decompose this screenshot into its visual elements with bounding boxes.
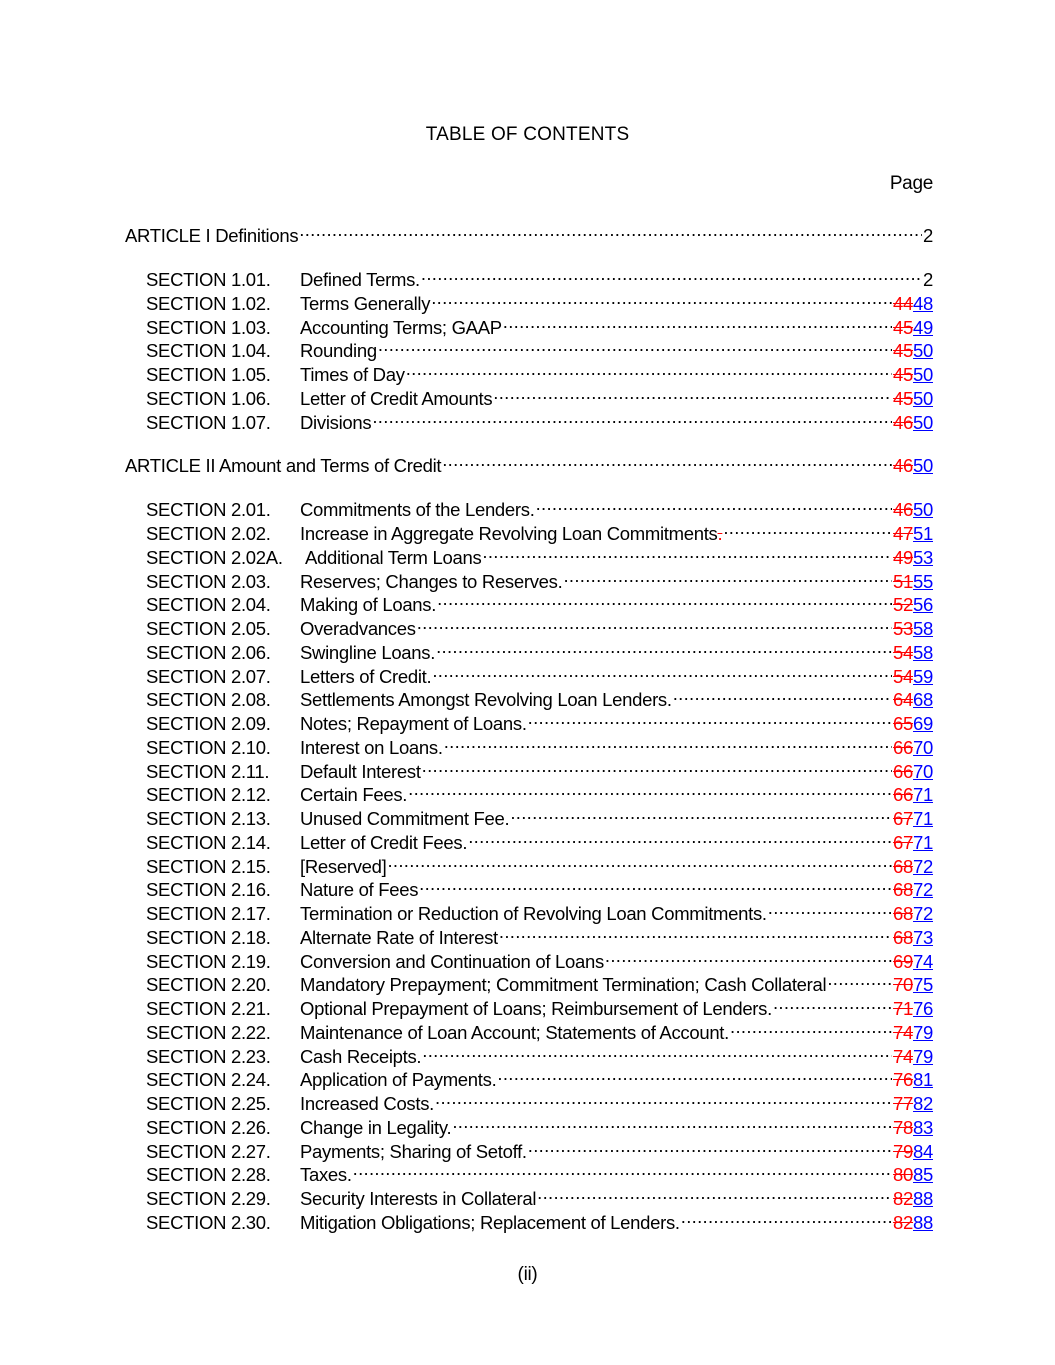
section-number: SECTION 2.23. — [146, 1045, 271, 1067]
inserted-page-link[interactable]: 73 — [913, 926, 933, 948]
toc-article-entry[interactable] — [125, 448, 933, 477]
inserted-page-link[interactable]: 50 — [913, 364, 933, 385]
inserted-page-link[interactable]: 49 — [913, 316, 933, 338]
deleted-page-number: 49 — [893, 546, 914, 568]
section-title: Unused Commitment Fee. — [300, 808, 510, 829]
toc-section-entry[interactable] — [146, 286, 933, 314]
dot-leader — [537, 1181, 892, 1205]
section-number: SECTION 2.03. — [146, 570, 271, 592]
toc-section-entry[interactable] — [146, 659, 933, 687]
article-heading: ARTICLE I Definitions — [125, 225, 299, 246]
section-number: SECTION 2.24. — [146, 1069, 271, 1091]
section-number: SECTION 2.25. — [146, 1093, 271, 1114]
inserted-page-link[interactable]: 79 — [913, 1021, 933, 1043]
section-number: SECTION 2.14. — [146, 831, 271, 853]
deleted-page-number: 68 — [893, 855, 914, 877]
section-number: SECTION 2.21. — [146, 998, 271, 1019]
toc-section-entry[interactable] — [146, 682, 933, 711]
section-title: Change in Legality. — [300, 1116, 452, 1138]
toc-section-entry[interactable] — [146, 310, 933, 338]
section-title: Overadvances — [300, 618, 416, 639]
toc-section-entry[interactable] — [146, 1134, 933, 1162]
deleted-page-number: 79 — [893, 1140, 914, 1162]
inserted-page-link[interactable]: 50 — [913, 387, 933, 409]
toc-section-entry[interactable] — [146, 1015, 933, 1043]
dot-leader — [442, 448, 892, 472]
deleted-page-number: 69 — [893, 950, 914, 972]
toc-section-entry[interactable] — [146, 587, 933, 616]
deleted-page-number: 66 — [893, 760, 914, 782]
dot-leader — [681, 1205, 892, 1229]
section-number: SECTION 1.03. — [146, 316, 271, 338]
toc-section-entry[interactable] — [146, 405, 933, 433]
section-title: Application of Payments. — [300, 1069, 497, 1091]
deleted-page-number: 65 — [893, 713, 914, 734]
section-number: SECTION 2.05. — [146, 618, 271, 639]
section-title: Additional Term Loans — [305, 546, 482, 568]
section-title: Alternate Rate of Interest — [300, 926, 498, 948]
inserted-page-link[interactable]: 72 — [913, 903, 933, 924]
section-number: SECTION 2.20. — [146, 974, 271, 996]
section-number: SECTION 2.17. — [146, 903, 271, 924]
page-number: 2 — [923, 225, 933, 246]
deleted-page-number: 74 — [893, 1045, 914, 1067]
section-number: SECTION 2.04. — [146, 594, 271, 616]
section-number: SECTION 2.18. — [146, 926, 271, 948]
dot-leader — [436, 635, 892, 659]
inserted-page-link[interactable]: 51 — [913, 523, 933, 544]
inserted-page-link[interactable]: 81 — [913, 1069, 933, 1091]
toc-section-entry[interactable] — [146, 825, 933, 853]
inserted-page-link[interactable]: 50 — [913, 340, 933, 362]
dot-leader — [387, 849, 892, 873]
deleted-page-number: 68 — [893, 879, 914, 901]
toc-section-entry[interactable] — [146, 1157, 933, 1186]
dot-leader — [444, 730, 892, 754]
section-number: SECTION 2.27. — [146, 1140, 271, 1162]
deleted-page-number: 47 — [893, 523, 914, 544]
deleted-page-number: 74 — [893, 1021, 914, 1043]
section-title: Defined Terms. — [300, 269, 420, 290]
page-column-label: Page — [889, 173, 933, 194]
inserted-page-link[interactable]: 72 — [913, 855, 933, 877]
section-title: Conversion and Continuation of Loans — [300, 950, 604, 972]
section-title: Swingline Loans. — [300, 641, 436, 663]
inserted-page-link[interactable]: 58 — [913, 641, 933, 663]
deleted-page-number: 77 — [893, 1093, 914, 1114]
deleted-page-number: 46 — [893, 455, 914, 477]
deleted-page-number: 53 — [893, 618, 914, 639]
toc-section-entry[interactable] — [146, 991, 933, 1019]
dot-leader — [528, 706, 892, 730]
deleted-page-number: 68 — [893, 926, 914, 948]
deleted-page-number: 70 — [893, 974, 914, 996]
inserted-page-link[interactable]: 72 — [913, 879, 933, 901]
inserted-page-link[interactable]: 58 — [913, 618, 933, 639]
inserted-page-link[interactable]: 69 — [913, 713, 933, 734]
section-number: SECTION 1.04. — [146, 340, 271, 362]
deleted-page-number: 54 — [893, 641, 914, 663]
deleted-page-number: 44 — [893, 292, 914, 314]
inserted-page-link[interactable]: 50 — [913, 499, 933, 521]
section-number: SECTION 2.12. — [146, 784, 271, 806]
toc-section-entry[interactable] — [146, 920, 933, 948]
deleted-page-number: 52 — [893, 594, 914, 616]
inserted-page-link[interactable]: 82 — [913, 1093, 933, 1114]
toc-section-entry[interactable] — [146, 1062, 933, 1091]
dot-leader — [452, 1110, 892, 1134]
section-number: SECTION 2.30. — [146, 1211, 271, 1233]
dot-leader — [408, 777, 892, 801]
section-title: Maintenance of Loan Account; Statements of Account. — [300, 1021, 729, 1043]
section-title: Default Interest — [300, 760, 421, 782]
page-number-footer: (ii) — [517, 1264, 538, 1285]
section-number: SECTION 2.10. — [146, 736, 271, 758]
section-title: Nature of Fees — [300, 879, 419, 901]
toc-section-entry[interactable] — [146, 262, 933, 290]
inserted-page-link[interactable]: 68 — [913, 689, 933, 711]
dot-leader — [419, 872, 892, 896]
inserted-page-link[interactable]: 71 — [913, 808, 933, 829]
section-title: Cash Receipts. — [300, 1045, 422, 1067]
section-number: SECTION 2.29. — [146, 1188, 271, 1209]
deleted-page-number: 54 — [893, 665, 914, 687]
section-number: SECTION 1.05. — [146, 364, 271, 385]
dot-leader — [499, 920, 892, 944]
deleted-page-number: 66 — [893, 784, 914, 806]
page-ref — [923, 224, 933, 248]
section-title: Mitigation Obligations; Replacement of Lenders. — [300, 1211, 680, 1233]
dot-leader — [299, 218, 922, 242]
toc-section-entry[interactable] — [146, 540, 933, 568]
inserted-page-link[interactable]: 50 — [913, 411, 933, 433]
inserted-page-link[interactable]: 70 — [913, 736, 933, 758]
page-number: 2 — [923, 269, 933, 290]
section-number: SECTION 2.02. — [146, 523, 271, 544]
section-number: SECTION 2.07. — [146, 665, 271, 687]
article-heading: ARTICLE II Amount and Terms of Credit — [125, 455, 442, 477]
toc-section-entry[interactable] — [146, 1181, 933, 1209]
deleted-page-number: 67 — [893, 831, 914, 853]
deleted-page-number: 46 — [893, 411, 914, 433]
section-number: SECTION 2.02A. — [146, 546, 283, 568]
dot-leader — [773, 991, 892, 1015]
toc-section-entry[interactable] — [146, 1039, 933, 1067]
dot-leader — [437, 587, 892, 611]
section-title: Rounding — [300, 340, 377, 362]
toc-section-entry[interactable] — [146, 754, 933, 782]
toc-section-entry[interactable] — [146, 872, 933, 901]
dot-leader — [431, 286, 892, 310]
section-title: Taxes. — [300, 1164, 352, 1186]
dot-leader — [497, 1062, 892, 1086]
inserted-page-link[interactable]: 85 — [913, 1164, 933, 1186]
dot-leader — [421, 262, 922, 286]
deleted-page-number: 45 — [893, 364, 914, 385]
section-number: SECTION 1.06. — [146, 387, 271, 409]
section-title: Payments; Sharing of Setoff. — [300, 1140, 527, 1162]
section-title: Certain Fees. — [300, 784, 408, 806]
section-title: Terms Generally — [300, 292, 431, 314]
inserted-page-link[interactable]: 55 — [913, 570, 933, 592]
inserted-page-link[interactable]: 76 — [913, 998, 933, 1019]
section-number: SECTION 2.11. — [146, 760, 270, 782]
section-number: SECTION 2.09. — [146, 713, 271, 734]
toc-section-entry[interactable] — [146, 516, 933, 544]
inserted-page-link[interactable]: 83 — [913, 1116, 933, 1138]
dot-leader — [417, 611, 892, 635]
page-ref — [893, 411, 933, 435]
toc-section-entry[interactable] — [146, 1086, 933, 1114]
section-title: [Reserved] — [300, 855, 387, 877]
inserted-page-link[interactable]: 48 — [913, 292, 933, 314]
toc-section-entry[interactable] — [146, 357, 933, 385]
section-number: SECTION 2.06. — [146, 641, 271, 663]
dot-leader — [768, 896, 892, 920]
dot-leader — [605, 944, 892, 968]
dot-leader — [536, 492, 892, 516]
inserted-page-link[interactable]: 53 — [913, 546, 933, 568]
inserted-page-link[interactable]: 70 — [913, 760, 933, 782]
dot-leader — [435, 1086, 892, 1110]
toc-section-entry[interactable] — [146, 801, 933, 829]
section-number: SECTION 2.28. — [146, 1164, 271, 1186]
toc-section-entry[interactable] — [146, 564, 933, 592]
section-title: Commitments of the Lenders. — [300, 499, 535, 521]
dot-leader — [503, 310, 892, 334]
deleted-page-number: 78 — [893, 1116, 914, 1138]
dot-leader — [510, 801, 892, 825]
deleted-page-number: 64 — [893, 689, 914, 711]
dot-leader — [353, 1157, 892, 1181]
section-title: Letters of Credit. — [300, 665, 432, 687]
section-title: Increased Costs. — [300, 1093, 435, 1114]
section-number: SECTION 1.02. — [146, 292, 271, 314]
toc-section-entry[interactable] — [146, 967, 933, 996]
section-number: SECTION 2.19. — [146, 950, 271, 972]
inserted-page-link[interactable]: 71 — [913, 831, 933, 853]
section-number: SECTION 2.16. — [146, 879, 271, 901]
toc-section-entry[interactable] — [146, 333, 933, 362]
dot-leader — [482, 540, 892, 564]
inserted-page-link[interactable]: 59 — [913, 665, 933, 687]
section-title: Security Interests in Collateral — [300, 1188, 537, 1209]
toc-title: TABLE OF CONTENTS — [425, 124, 630, 145]
toc-section-entry[interactable] — [146, 1205, 933, 1233]
section-number: SECTION 1.01. — [146, 269, 271, 290]
dot-leader — [406, 357, 892, 381]
section-title: Letter of Credit Fees. — [300, 831, 468, 853]
page-ref — [893, 454, 933, 478]
deleted-page-number: 45 — [893, 340, 914, 362]
deleted-punctuation: . — [717, 523, 723, 544]
section-number: SECTION 2.22. — [146, 1021, 271, 1043]
dot-leader — [563, 564, 892, 588]
inserted-page-link[interactable]: 79 — [913, 1045, 933, 1067]
page-ref — [893, 1211, 933, 1235]
section-number: SECTION 2.15. — [146, 855, 271, 877]
toc-section-entry[interactable] — [146, 896, 933, 924]
section-title: Letter of Credit Amounts — [300, 387, 493, 409]
section-number: SECTION 2.13. — [146, 808, 271, 829]
toc-section-entry[interactable] — [146, 944, 933, 972]
dot-leader — [432, 659, 892, 683]
toc-section-entry[interactable] — [146, 611, 933, 639]
inserted-page-link[interactable]: 88 — [913, 1188, 933, 1209]
section-title: Reserves; Changes to Reserves. — [300, 570, 563, 592]
toc-section-entry[interactable] — [146, 706, 933, 734]
dot-leader — [493, 381, 892, 405]
dot-leader — [528, 1134, 892, 1158]
toc-section-entry[interactable] — [146, 777, 933, 806]
deleted-page-number: 51 — [893, 570, 914, 592]
section-number: SECTION 2.08. — [146, 689, 271, 711]
dot-leader — [422, 754, 892, 778]
deleted-page-number: 76 — [893, 1069, 914, 1091]
deleted-page-number: 80 — [893, 1164, 914, 1186]
section-title: Optional Prepayment of Loans; Reimbursement of Lenders. — [300, 998, 772, 1019]
dot-leader — [372, 405, 892, 429]
section-title: Making of Loans. — [300, 594, 437, 616]
inserted-page-link[interactable]: 84 — [913, 1140, 933, 1162]
deleted-page-number: 66 — [893, 736, 914, 758]
section-title: Divisions — [300, 411, 372, 433]
dot-leader — [730, 1015, 892, 1039]
section-title: Termination or Reduction of Revolving Loan Commitments. — [300, 903, 767, 924]
section-title: Accounting Terms; GAAP — [300, 316, 502, 338]
section-number: SECTION 1.07. — [146, 411, 271, 433]
toc-section-entry[interactable] — [146, 492, 933, 521]
dot-leader — [378, 333, 892, 357]
section-number: SECTION 2.26. — [146, 1116, 271, 1138]
dot-leader — [673, 682, 892, 706]
inserted-page-link[interactable]: 75 — [913, 974, 933, 996]
deleted-page-number: 71 — [893, 998, 914, 1019]
dot-leader — [468, 825, 892, 849]
deleted-page-number: 45 — [893, 387, 914, 409]
toc-section-entry[interactable] — [146, 849, 933, 877]
section-title: Notes; Repayment of Loans. — [300, 713, 527, 734]
toc-section-entry[interactable] — [146, 1110, 933, 1138]
deleted-page-number: 45 — [893, 316, 914, 338]
section-title: Settlements Amongst Revolving Loan Lenders. — [300, 689, 672, 711]
inserted-page-link[interactable]: 50 — [913, 455, 933, 477]
deleted-page-number: 82 — [893, 1188, 914, 1209]
dot-leader — [827, 967, 892, 991]
toc-article-entry[interactable] — [125, 218, 933, 246]
section-title: Mandatory Prepayment; Commitment Termination; Cash Collateral — [300, 974, 827, 996]
toc-section-entry[interactable] — [146, 730, 933, 758]
section-number: SECTION 2.01. — [146, 499, 271, 521]
dot-leader — [723, 516, 892, 540]
deleted-page-number: 46 — [893, 499, 914, 521]
inserted-page-link[interactable]: 88 — [913, 1211, 933, 1233]
deleted-page-number: 67 — [893, 808, 914, 829]
inserted-page-link[interactable]: 56 — [913, 594, 933, 616]
dot-leader — [422, 1039, 892, 1063]
deleted-page-number: 68 — [893, 903, 914, 924]
section-title: Times of Day — [300, 364, 405, 385]
section-title: Interest on Loans. — [300, 736, 443, 758]
toc-section-entry[interactable] — [146, 635, 933, 663]
inserted-page-link[interactable]: 74 — [913, 950, 933, 972]
inserted-page-link[interactable]: 71 — [913, 784, 933, 806]
section-title: Increase in Aggregate Revolving Loan Commitments — [300, 523, 718, 544]
toc-section-entry[interactable] — [146, 381, 933, 409]
deleted-page-number: 82 — [893, 1211, 914, 1233]
